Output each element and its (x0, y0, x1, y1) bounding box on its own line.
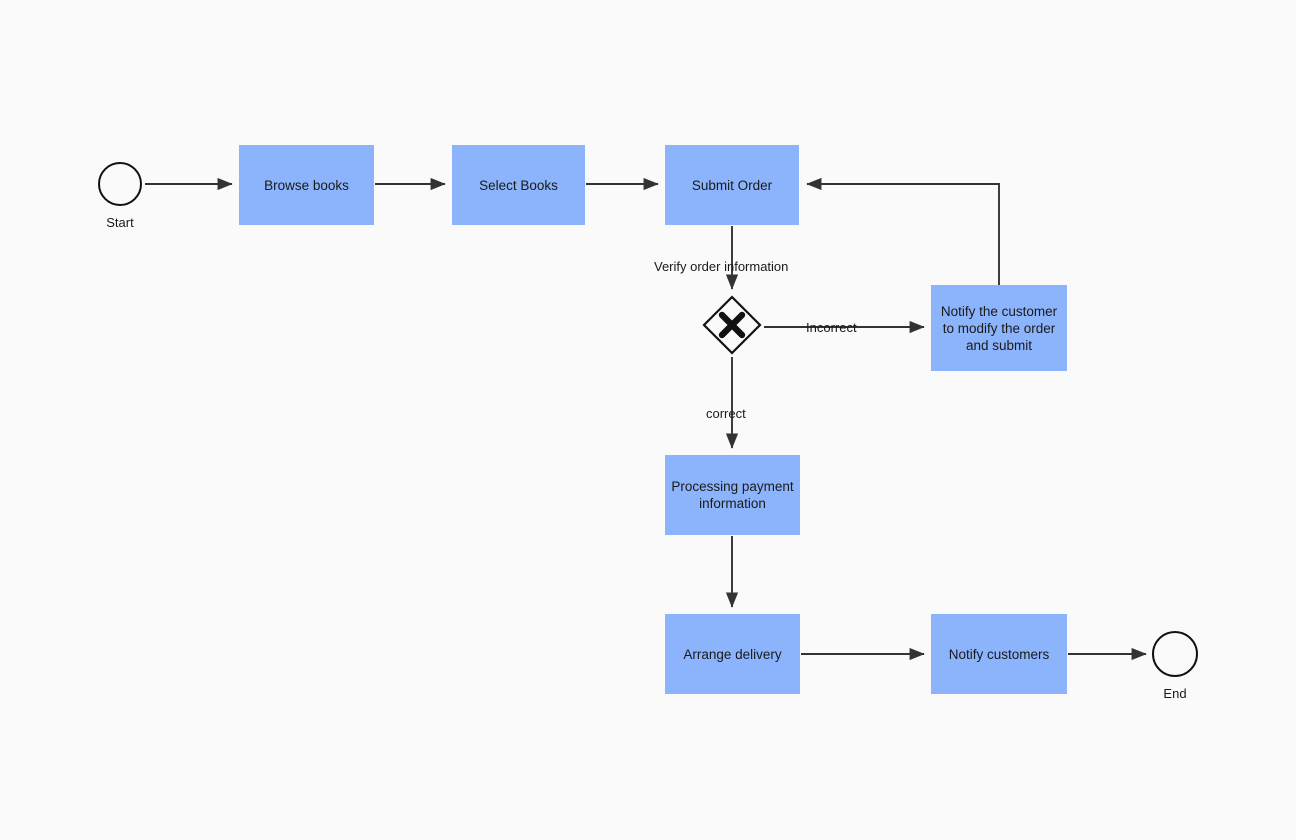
task-submit-order-label: Submit Order (691, 177, 773, 193)
edge-label-verify-order-information: Verify order information (654, 259, 789, 274)
task-select-books-label: Select Books (479, 177, 558, 193)
task-notify-customers[interactable] (931, 614, 1067, 694)
task-browse-books-label: Browse books (264, 177, 349, 193)
start-event[interactable] (98, 162, 142, 206)
task-arrange-delivery-label: Arrange delivery (683, 646, 782, 662)
task-notify-customers-label: Notify customers (948, 646, 1050, 662)
task-arrange-delivery[interactable] (665, 614, 800, 694)
end-event[interactable] (1152, 631, 1198, 677)
xor-gateway[interactable] (701, 294, 763, 356)
task-processing-payment-information-label: Processing payment information (671, 479, 794, 511)
task-select-books[interactable] (452, 145, 585, 225)
edge-label-correct: correct (706, 406, 746, 421)
end-event-label: End (1163, 686, 1187, 701)
start-event-label: Start (106, 215, 134, 230)
task-browse-books[interactable] (239, 145, 374, 225)
task-processing-payment-information[interactable] (665, 455, 800, 535)
edge-notify-modify-to-submit-order (807, 184, 999, 285)
edge-label-incorrect: Incorrect (806, 320, 857, 335)
task-notify-customer-to-modify-order-label: Notify the customer to modify the order and submit (940, 303, 1058, 353)
xor-gateway-shape (701, 294, 763, 356)
task-notify-customer-to-modify-order[interactable] (931, 285, 1067, 371)
task-submit-order[interactable] (665, 145, 799, 225)
